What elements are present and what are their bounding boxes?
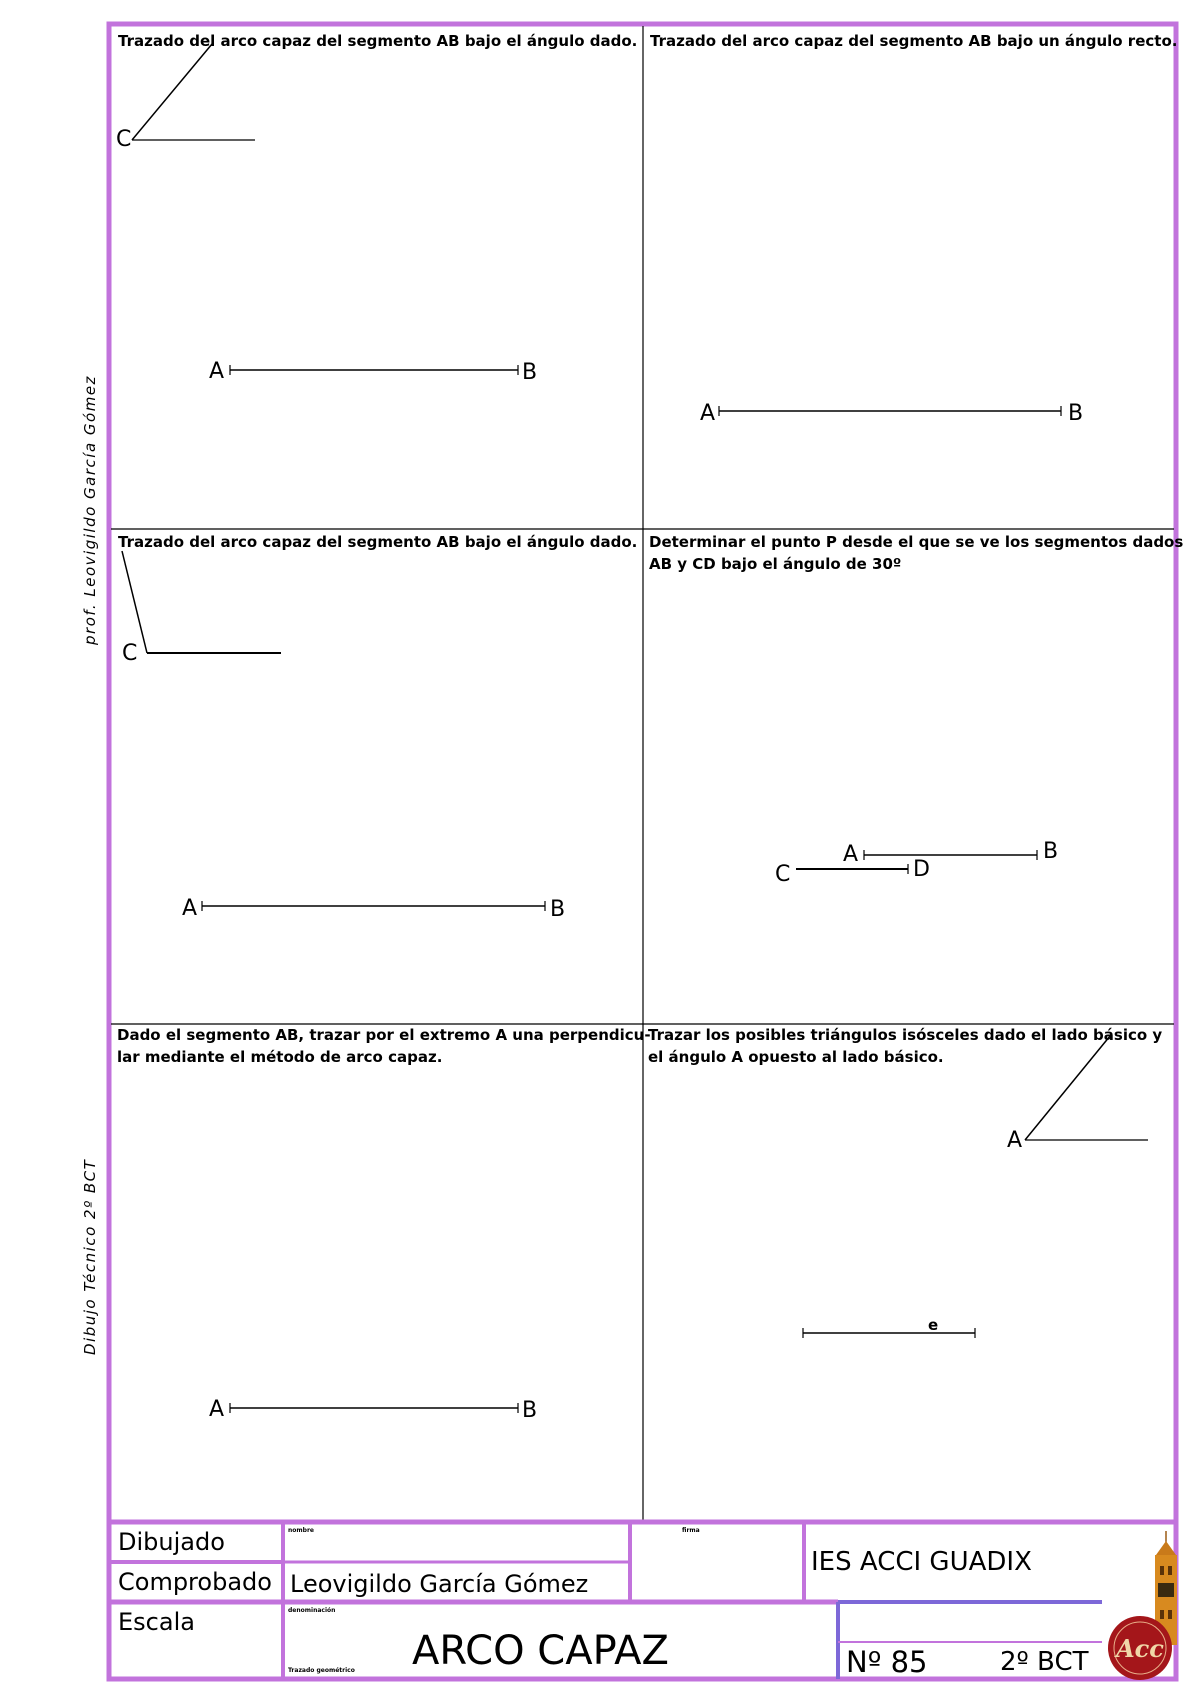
author-side-text: prof. Leovigildo García Gómez [81, 375, 99, 645]
label-e: e [928, 1316, 939, 1334]
drawing-title: ARCO CAPAZ [412, 1628, 669, 1674]
checker-name: Leovigildo García Gómez [290, 1570, 589, 1598]
dibujado-label: Dibujado [118, 1528, 225, 1556]
subject-side-text: Dibujo Técnico 2º BCT [81, 1158, 99, 1355]
label-b: B [522, 360, 538, 385]
label-a: A [209, 359, 225, 384]
given-angle-c [132, 44, 255, 140]
problem-6-statement-line-1: Trazar los posibles triángulos isósceles dado el lado básico y [648, 1026, 1163, 1044]
school-logo [1108, 1531, 1177, 1680]
problem-4-statement-line-2: AB y CD bajo el ángulo de 30º [649, 555, 902, 573]
label-a: A [843, 842, 859, 867]
problem-4-statement-line-1: Determinar el punto P desde el que se ve los segmentos dados [649, 533, 1184, 551]
segment-ab [230, 365, 518, 375]
course-label: 2º BCT [1000, 1647, 1089, 1677]
svg-text:Acc: Acc [1116, 1634, 1164, 1663]
sheet-number: Nº 85 [846, 1645, 928, 1679]
problem-6-statement-line-2: el ángulo A opuesto al lado básico. [648, 1048, 944, 1066]
segment-ab [719, 406, 1061, 416]
problem-1-statement: Trazado del arco capaz del segmento AB bajo el ángulo dado. [118, 32, 638, 50]
escala-label: Escala [118, 1608, 195, 1636]
label-b: B [550, 897, 566, 922]
label-b: B [1068, 401, 1084, 426]
problem-5-statement-line-2: lar mediante el método de arco capaz. [117, 1048, 443, 1066]
label-b: B [522, 1398, 538, 1423]
segment-ab [202, 901, 545, 911]
label-a: A [700, 401, 716, 426]
segment-ab [864, 850, 1037, 860]
label-c: C [116, 127, 132, 152]
label-a: A [209, 1397, 225, 1422]
base-segment-e [803, 1328, 975, 1338]
problem-5-statement-line-1: Dado el segmento AB, trazar por el extremo A una perpendicu- [117, 1026, 651, 1044]
denominacion-caption: denominación [288, 1607, 336, 1614]
problem-3-statement: Trazado del arco capaz del segmento AB bajo el ángulo dado. [118, 533, 638, 551]
label-c: C [122, 641, 138, 666]
comprobado-label: Comprobado [118, 1568, 272, 1596]
problem-2-statement: Trazado del arco capaz del segmento AB bajo un ángulo recto. [650, 32, 1178, 50]
label-c: C [775, 862, 791, 887]
firma-caption: firma [682, 1527, 700, 1534]
given-angle-a [1025, 1036, 1148, 1140]
label-a: A [182, 896, 198, 921]
label-a: A [1007, 1128, 1023, 1153]
nombre-caption: nombre [288, 1527, 314, 1534]
given-angle-c [122, 551, 281, 653]
label-d: D [913, 857, 930, 882]
label-b: B [1043, 839, 1059, 864]
school-name: IES ACCI GUADIX [811, 1547, 1032, 1577]
drawing-type-caption: Trazado geométrico [288, 1667, 355, 1674]
segment-ab [230, 1403, 518, 1413]
